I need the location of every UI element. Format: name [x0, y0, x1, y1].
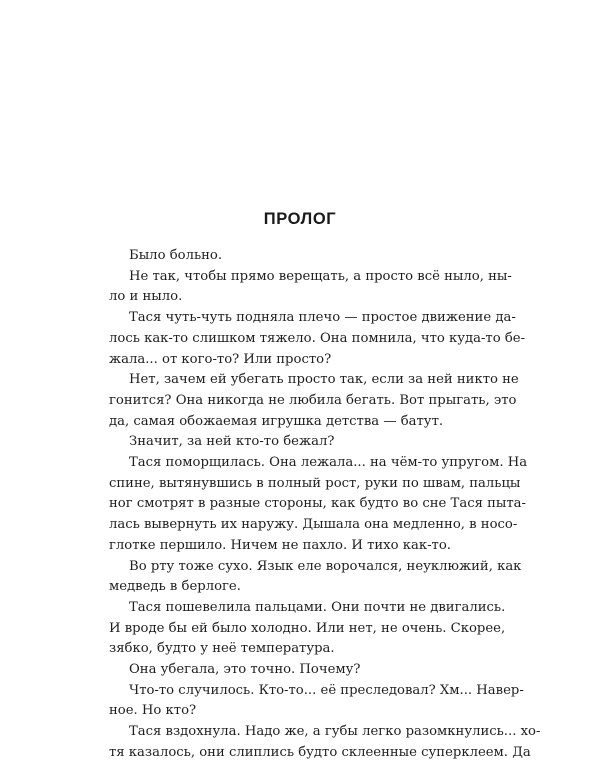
text-line: ног смотрят в разные стороны, как будто во сне Тася пыта- [109, 496, 526, 512]
text-line: жала... от кого-то? Или просто? [109, 351, 332, 367]
text-line: глотке першило. Ничем не пахло. И тихо как-то. [109, 537, 451, 553]
text-line: тя казалось, они слиплись будто склеенные суперклеем. Да [109, 744, 531, 760]
text-line: ное. Но кто? [109, 703, 197, 719]
text-line: Во рту тоже сухо. Язык еле ворочался, неуклюжий, как [129, 558, 522, 574]
text-line: медведь в берлоге. [109, 579, 241, 595]
text-line: лось как-то слишком тяжело. Она помнила, что куда-то бе- [109, 330, 526, 346]
text-line: Было больно. [129, 248, 223, 263]
text-line: И вроде бы ей было холодно. Или нет, не очень. Скорее, [109, 620, 506, 636]
text-line: Тася поморщилась. Она лежала... на чём-то упругом. На [129, 455, 528, 471]
text-line: зябко, будто у неё температура. [109, 641, 335, 657]
text-line: Значит, за ней кто-то бежал? [129, 434, 335, 450]
text-line: Она убегала, это точно. Почему? [129, 662, 361, 678]
chapter-text [109, 246, 541, 764]
text-line: Не так, чтобы прямо верещать, а просто всё ныло, ны- [129, 268, 512, 284]
text-line: Нет, зачем ей убегать просто так, если за ней никто не [129, 372, 519, 388]
text-line: лась вывернуть их наружу. Дышала она медленно, в носо- [109, 517, 518, 533]
text-line: Тася пошевелила пальцами. Они почти не двигались. [129, 599, 506, 615]
chapter-title: ПРОЛОГ [263, 210, 337, 228]
text-line: да, самая обожаемая игрушка детства — батут. [109, 413, 444, 429]
text-line: спине, вытянувшись в полный рост, руки по швам, пальцы [109, 475, 521, 491]
text-line: Что-то случилось. Кто-то... её преследовал? Хм... Навер- [129, 682, 524, 698]
text-line: гонится? Она никогда не любила бегать. Вот прыгать, это [109, 392, 517, 408]
text-line: Тася вздохнула. Надо же, а губы легко разомкнулись... хо- [129, 724, 541, 740]
text-line: Тася чуть-чуть подняла плечо — простое движение да- [129, 310, 516, 326]
text-line: ло и ныло. [109, 289, 183, 305]
